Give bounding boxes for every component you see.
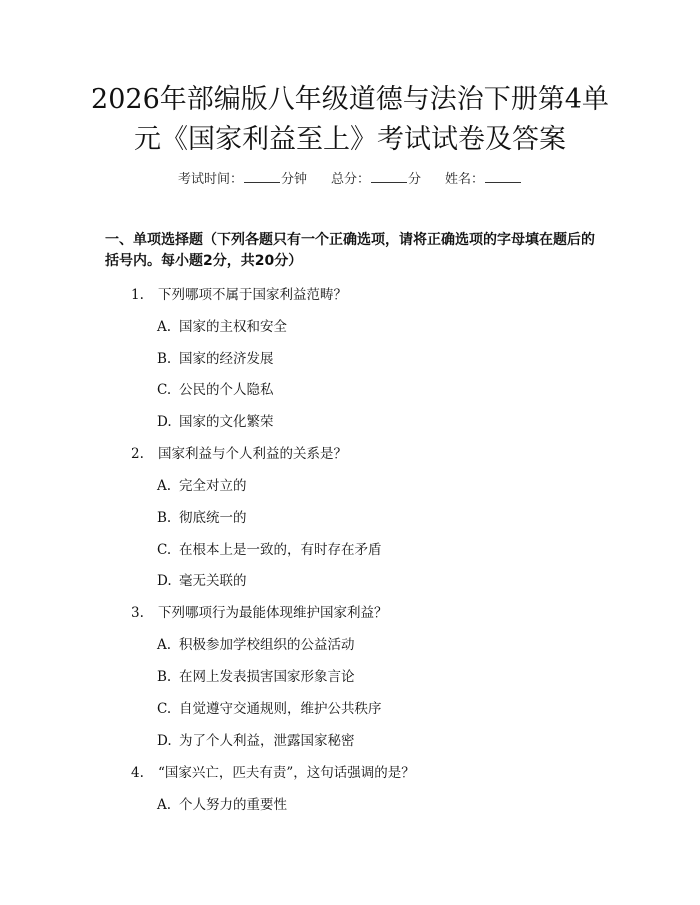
section-heading-line-1: 一、单项选择题（下列各题只有一个正确选项，请将正确选项的字母填在题后的 bbox=[105, 232, 595, 248]
option-text: 国家的主权和安全 bbox=[179, 319, 287, 335]
option-text: 公民的个人隐私 bbox=[179, 382, 274, 398]
option-letter: A. bbox=[157, 797, 172, 813]
student-name-label: 姓名： bbox=[445, 172, 485, 187]
question-3-option-c bbox=[157, 697, 382, 717]
question-3-option-a bbox=[157, 633, 355, 653]
total-score-unit: 分 bbox=[408, 172, 422, 187]
option-text: 国家的文化繁荣 bbox=[179, 414, 274, 430]
exam-title-line-2: 元《国家利益至上》考试试卷及答案 bbox=[134, 124, 566, 155]
question-4-option-a bbox=[157, 793, 287, 813]
option-letter: B. bbox=[157, 669, 172, 685]
question-2-option-b bbox=[157, 506, 247, 526]
option-text: 完全对立的 bbox=[179, 478, 247, 494]
question-2-option-c bbox=[157, 538, 382, 558]
question-1-option-b bbox=[157, 347, 274, 367]
question-3-option-d bbox=[157, 729, 355, 749]
question-1 bbox=[131, 283, 347, 303]
option-letter: B. bbox=[157, 351, 172, 367]
option-text: 在根本上是一致的，有时存在矛盾 bbox=[179, 542, 382, 558]
section-heading-line-2: 括号内。每小题2分，共20分） bbox=[105, 253, 303, 269]
exam-meta-line bbox=[0, 168, 700, 187]
question-text: 下列哪项行为最能体现维护国家利益？ bbox=[158, 605, 388, 621]
option-text: 在网上发表损害国家形象言论 bbox=[179, 669, 355, 685]
option-letter: C. bbox=[157, 382, 172, 398]
question-3-option-b bbox=[157, 665, 355, 685]
question-text: “国家兴亡，匹夫有责”，这句话强调的是？ bbox=[158, 765, 415, 781]
exam-title-line-1: 2026年部编版八年级道德与法治下册第4单 bbox=[91, 84, 609, 115]
question-3 bbox=[131, 601, 388, 621]
option-text: 为了个人利益，泄露国家秘密 bbox=[179, 733, 355, 749]
option-letter: B. bbox=[157, 510, 172, 526]
question-number: 3. bbox=[131, 605, 144, 621]
exam-time-label: 考试时间： bbox=[177, 172, 243, 187]
option-letter: C. bbox=[157, 542, 172, 558]
option-letter: D. bbox=[157, 733, 172, 749]
option-text: 个人努力的重要性 bbox=[179, 797, 287, 813]
question-2-option-a bbox=[157, 474, 247, 494]
question-number: 4. bbox=[131, 765, 144, 781]
question-2-option-d bbox=[157, 569, 247, 589]
option-letter: D. bbox=[157, 414, 172, 430]
question-text: 下列哪项不属于国家利益范畴？ bbox=[158, 287, 347, 303]
exam-time-unit: 分钟 bbox=[280, 172, 307, 187]
exam-time-blank bbox=[244, 170, 280, 183]
question-number: 1. bbox=[131, 287, 144, 303]
option-letter: A. bbox=[157, 319, 172, 335]
total-score-label: 总分： bbox=[330, 172, 370, 187]
option-text: 毫无关联的 bbox=[179, 573, 247, 589]
question-text: 国家利益与个人利益的关系是？ bbox=[158, 446, 347, 462]
question-4 bbox=[131, 761, 415, 781]
exam-time-field bbox=[178, 172, 307, 187]
option-text: 积极参加学校组织的公益活动 bbox=[179, 637, 355, 653]
total-score-blank bbox=[371, 170, 407, 183]
question-1-option-a bbox=[157, 315, 287, 335]
option-letter: A. bbox=[157, 478, 172, 494]
student-name-field bbox=[445, 172, 522, 187]
option-letter: A. bbox=[157, 637, 172, 653]
option-text: 彻底统一的 bbox=[179, 510, 247, 526]
question-1-option-d bbox=[157, 410, 274, 430]
option-letter: C. bbox=[157, 701, 172, 717]
option-text: 自觉遵守交通规则，维护公共秩序 bbox=[179, 701, 382, 717]
option-text: 国家的经济发展 bbox=[179, 351, 274, 367]
question-number: 2. bbox=[131, 446, 144, 462]
option-letter: D. bbox=[157, 573, 172, 589]
total-score-field bbox=[331, 172, 421, 187]
question-1-option-c bbox=[157, 378, 274, 398]
question-2 bbox=[131, 442, 347, 462]
student-name-blank bbox=[485, 170, 521, 183]
